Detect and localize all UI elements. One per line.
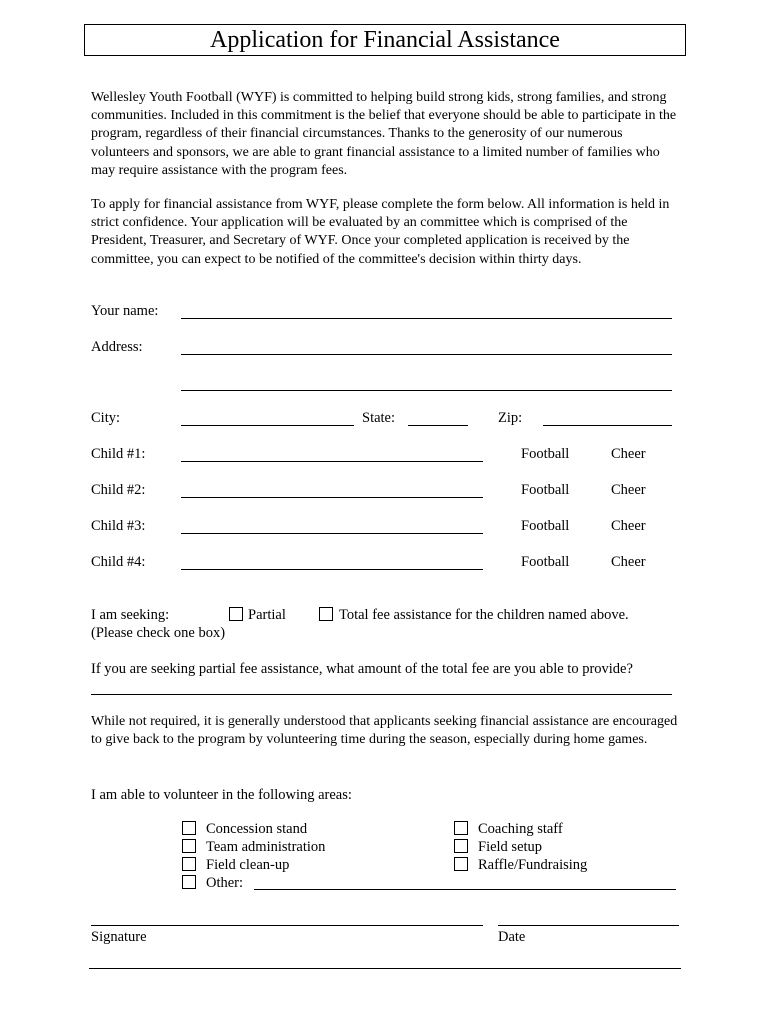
child-1-cheer-option[interactable]: Cheer bbox=[611, 446, 646, 462]
date-label: Date bbox=[498, 929, 526, 945]
seeking-label: I am seeking: bbox=[91, 607, 170, 623]
team-administration-checkbox[interactable] bbox=[182, 839, 196, 853]
name-label: Your name: bbox=[91, 303, 159, 319]
other-field[interactable] bbox=[254, 889, 676, 890]
other-checkbox[interactable] bbox=[182, 875, 196, 889]
partial-label: Partial bbox=[248, 607, 286, 623]
city-label: City: bbox=[91, 410, 121, 426]
city-field[interactable] bbox=[181, 425, 354, 426]
child-2-football-option[interactable]: Football bbox=[521, 482, 570, 498]
page-title: Application for Financial Assistance bbox=[84, 24, 686, 56]
partial-amount-question: If you are seeking partial fee assistance, what amount of the total fee are you able to provide? bbox=[91, 661, 633, 677]
zip-label: Zip: bbox=[498, 410, 523, 426]
state-label: State: bbox=[362, 410, 396, 426]
child-3-label: Child #3: bbox=[91, 518, 146, 534]
partial-checkbox[interactable] bbox=[229, 607, 243, 621]
other-label: Other: bbox=[206, 875, 244, 891]
child-2-field[interactable] bbox=[181, 497, 483, 498]
child-3-cheer-option[interactable]: Cheer bbox=[611, 518, 646, 534]
team-administration-label: Team administration bbox=[206, 839, 326, 855]
address-field-line-1[interactable] bbox=[181, 354, 672, 355]
field-clean-up-checkbox[interactable] bbox=[182, 857, 196, 871]
address-field-line-2[interactable] bbox=[181, 390, 672, 391]
state-field[interactable] bbox=[408, 425, 468, 426]
address-label: Address: bbox=[91, 339, 143, 355]
child-1-label: Child #1: bbox=[91, 446, 146, 462]
raffle-fundraising-checkbox[interactable] bbox=[454, 857, 468, 871]
seeking-hint: (Please check one box) bbox=[91, 625, 226, 641]
child-4-cheer-option[interactable]: Cheer bbox=[611, 554, 646, 570]
child-2-cheer-option[interactable]: Cheer bbox=[611, 482, 646, 498]
intro-paragraph-1: Wellesley Youth Football (WYF) is committed to helping build strong kids, strong families, and strong communities. Included in this commitment is the belief that everyone should be able to participate in the program, regardless of their financial circumstances. Thanks to the generosity of our numerous volunteers and sponsors, we are able to grant financial assistance to a limited number of families who may require assistance with the program fees. bbox=[91, 90, 677, 178]
signature-field[interactable] bbox=[91, 925, 483, 926]
child-4-field[interactable] bbox=[181, 569, 483, 570]
total-fee-label: Total fee assistance for the children named above. bbox=[339, 607, 629, 623]
child-2-label: Child #2: bbox=[91, 482, 146, 498]
child-3-football-option[interactable]: Football bbox=[521, 518, 570, 534]
name-field[interactable] bbox=[181, 318, 672, 319]
raffle-fundraising-label: Raffle/Fundraising bbox=[478, 857, 588, 873]
child-4-football-option[interactable]: Football bbox=[521, 554, 570, 570]
volunteer-label: I am able to volunteer in the following areas: bbox=[91, 787, 352, 803]
coaching-staff-label: Coaching staff bbox=[478, 821, 563, 837]
coaching-staff-checkbox[interactable] bbox=[454, 821, 468, 835]
child-1-field[interactable] bbox=[181, 461, 483, 462]
concession-stand-label: Concession stand bbox=[206, 821, 308, 837]
signature-label: Signature bbox=[91, 929, 147, 945]
field-setup-checkbox[interactable] bbox=[454, 839, 468, 853]
child-3-field[interactable] bbox=[181, 533, 483, 534]
field-setup-label: Field setup bbox=[478, 839, 543, 855]
concession-stand-checkbox[interactable] bbox=[182, 821, 196, 835]
partial-amount-field[interactable] bbox=[91, 694, 672, 695]
field-clean-up-label: Field clean-up bbox=[206, 857, 290, 873]
total-fee-checkbox[interactable] bbox=[319, 607, 333, 621]
volunteer-note: While not required, it is generally understood that applicants seeking financial assistance are encouraged to give back to the program by volunteering time during the season, especially during home games. bbox=[91, 714, 678, 748]
zip-field[interactable] bbox=[543, 425, 672, 426]
bottom-divider bbox=[89, 968, 681, 969]
child-4-label: Child #4: bbox=[91, 554, 146, 570]
child-1-football-option[interactable]: Football bbox=[521, 446, 570, 462]
date-field[interactable] bbox=[498, 925, 679, 926]
intro-paragraph-2: To apply for financial assistance from WYF, please complete the form below. All information is held in strict confidence. Your application will be evaluated by an committee which is comprised of the President, Treasurer, and Secretary of WYF. Once your completed application is received by the committee, you can expect to be notified of the committee's decision within thirty days. bbox=[91, 197, 670, 267]
